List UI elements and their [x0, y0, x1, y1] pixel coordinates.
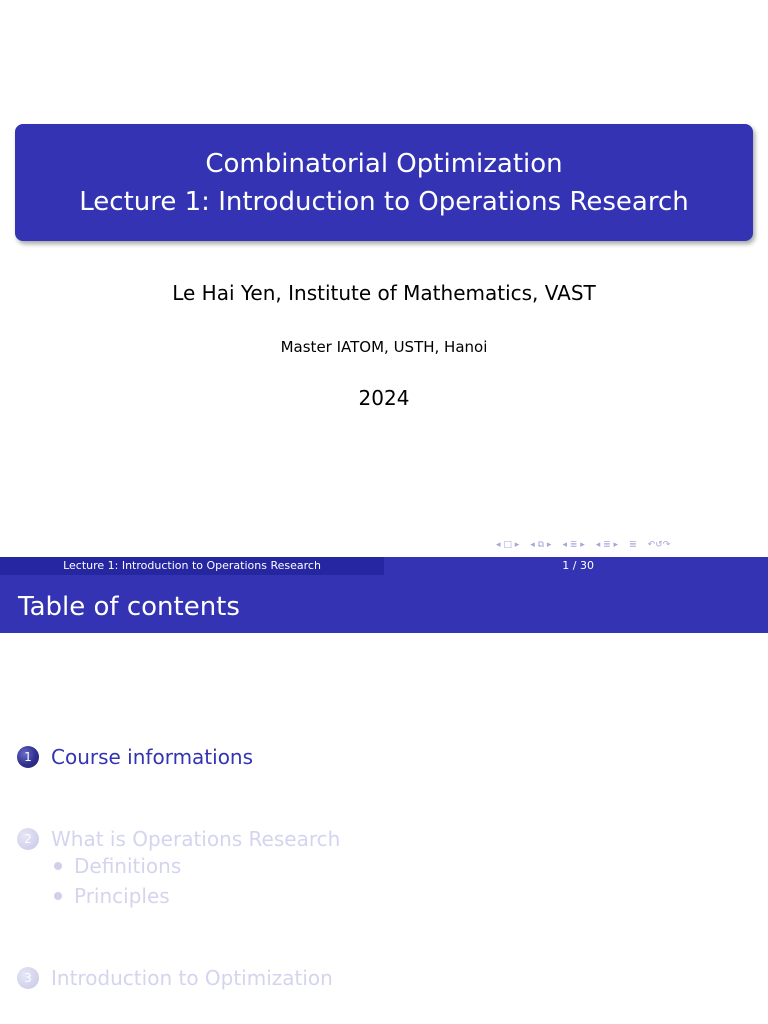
- nav-search-icon[interactable]: ↶↺↷: [647, 540, 671, 550]
- author: Le Hai Yen, Institute of Mathematics, VAST: [172, 281, 596, 305]
- title-block: [15, 124, 753, 241]
- toc-section-2[interactable]: [17, 827, 340, 851]
- lecture-title: Lecture 1: Introduction to Operations Research: [79, 186, 689, 217]
- toc-subsection-definitions[interactable]: [54, 854, 181, 878]
- nav-section-next-icon[interactable]: ◂ ≣ ▸: [595, 540, 619, 550]
- bullet-icon: [54, 862, 62, 870]
- bullet-icon: [54, 892, 62, 900]
- footline: [0, 557, 768, 575]
- toc-section-label: What is Operations Research: [51, 827, 341, 851]
- frame-title: Table of contents: [0, 575, 768, 633]
- toc-section-3[interactable]: [17, 966, 333, 990]
- toc-section-label: Introduction to Optimization: [51, 966, 333, 990]
- footer-short-title: Lecture 1: Introduction to Operations Research: [0, 557, 384, 575]
- nav-section-icon[interactable]: ◂ ≣ ▸: [562, 540, 585, 550]
- section-number-ball: 1: [17, 746, 39, 768]
- section-number-ball: 3: [17, 967, 39, 989]
- institute: Master IATOM, USTH, Hanoi: [280, 338, 488, 356]
- beamer-navigation-bar: [496, 538, 670, 552]
- date: 2024: [358, 386, 410, 410]
- footer-page-number: 1 / 30: [562, 559, 594, 572]
- toc-subsection-principles[interactable]: [54, 884, 170, 908]
- toc-section-label: Course informations: [51, 745, 254, 769]
- toc-subsection-label: Principles: [74, 884, 170, 908]
- nav-frame-icon[interactable]: ◂ □ ▸: [496, 540, 520, 550]
- course-title: Combinatorial Optimization: [205, 148, 563, 179]
- toc-subsection-label: Definitions: [74, 854, 182, 878]
- nav-subsection-icon[interactable]: ◂ ⧉ ▸: [530, 540, 552, 550]
- section-number-ball: 2: [17, 828, 39, 850]
- toc-section-1[interactable]: [17, 745, 253, 769]
- nav-toc-icon[interactable]: ≣: [629, 540, 637, 550]
